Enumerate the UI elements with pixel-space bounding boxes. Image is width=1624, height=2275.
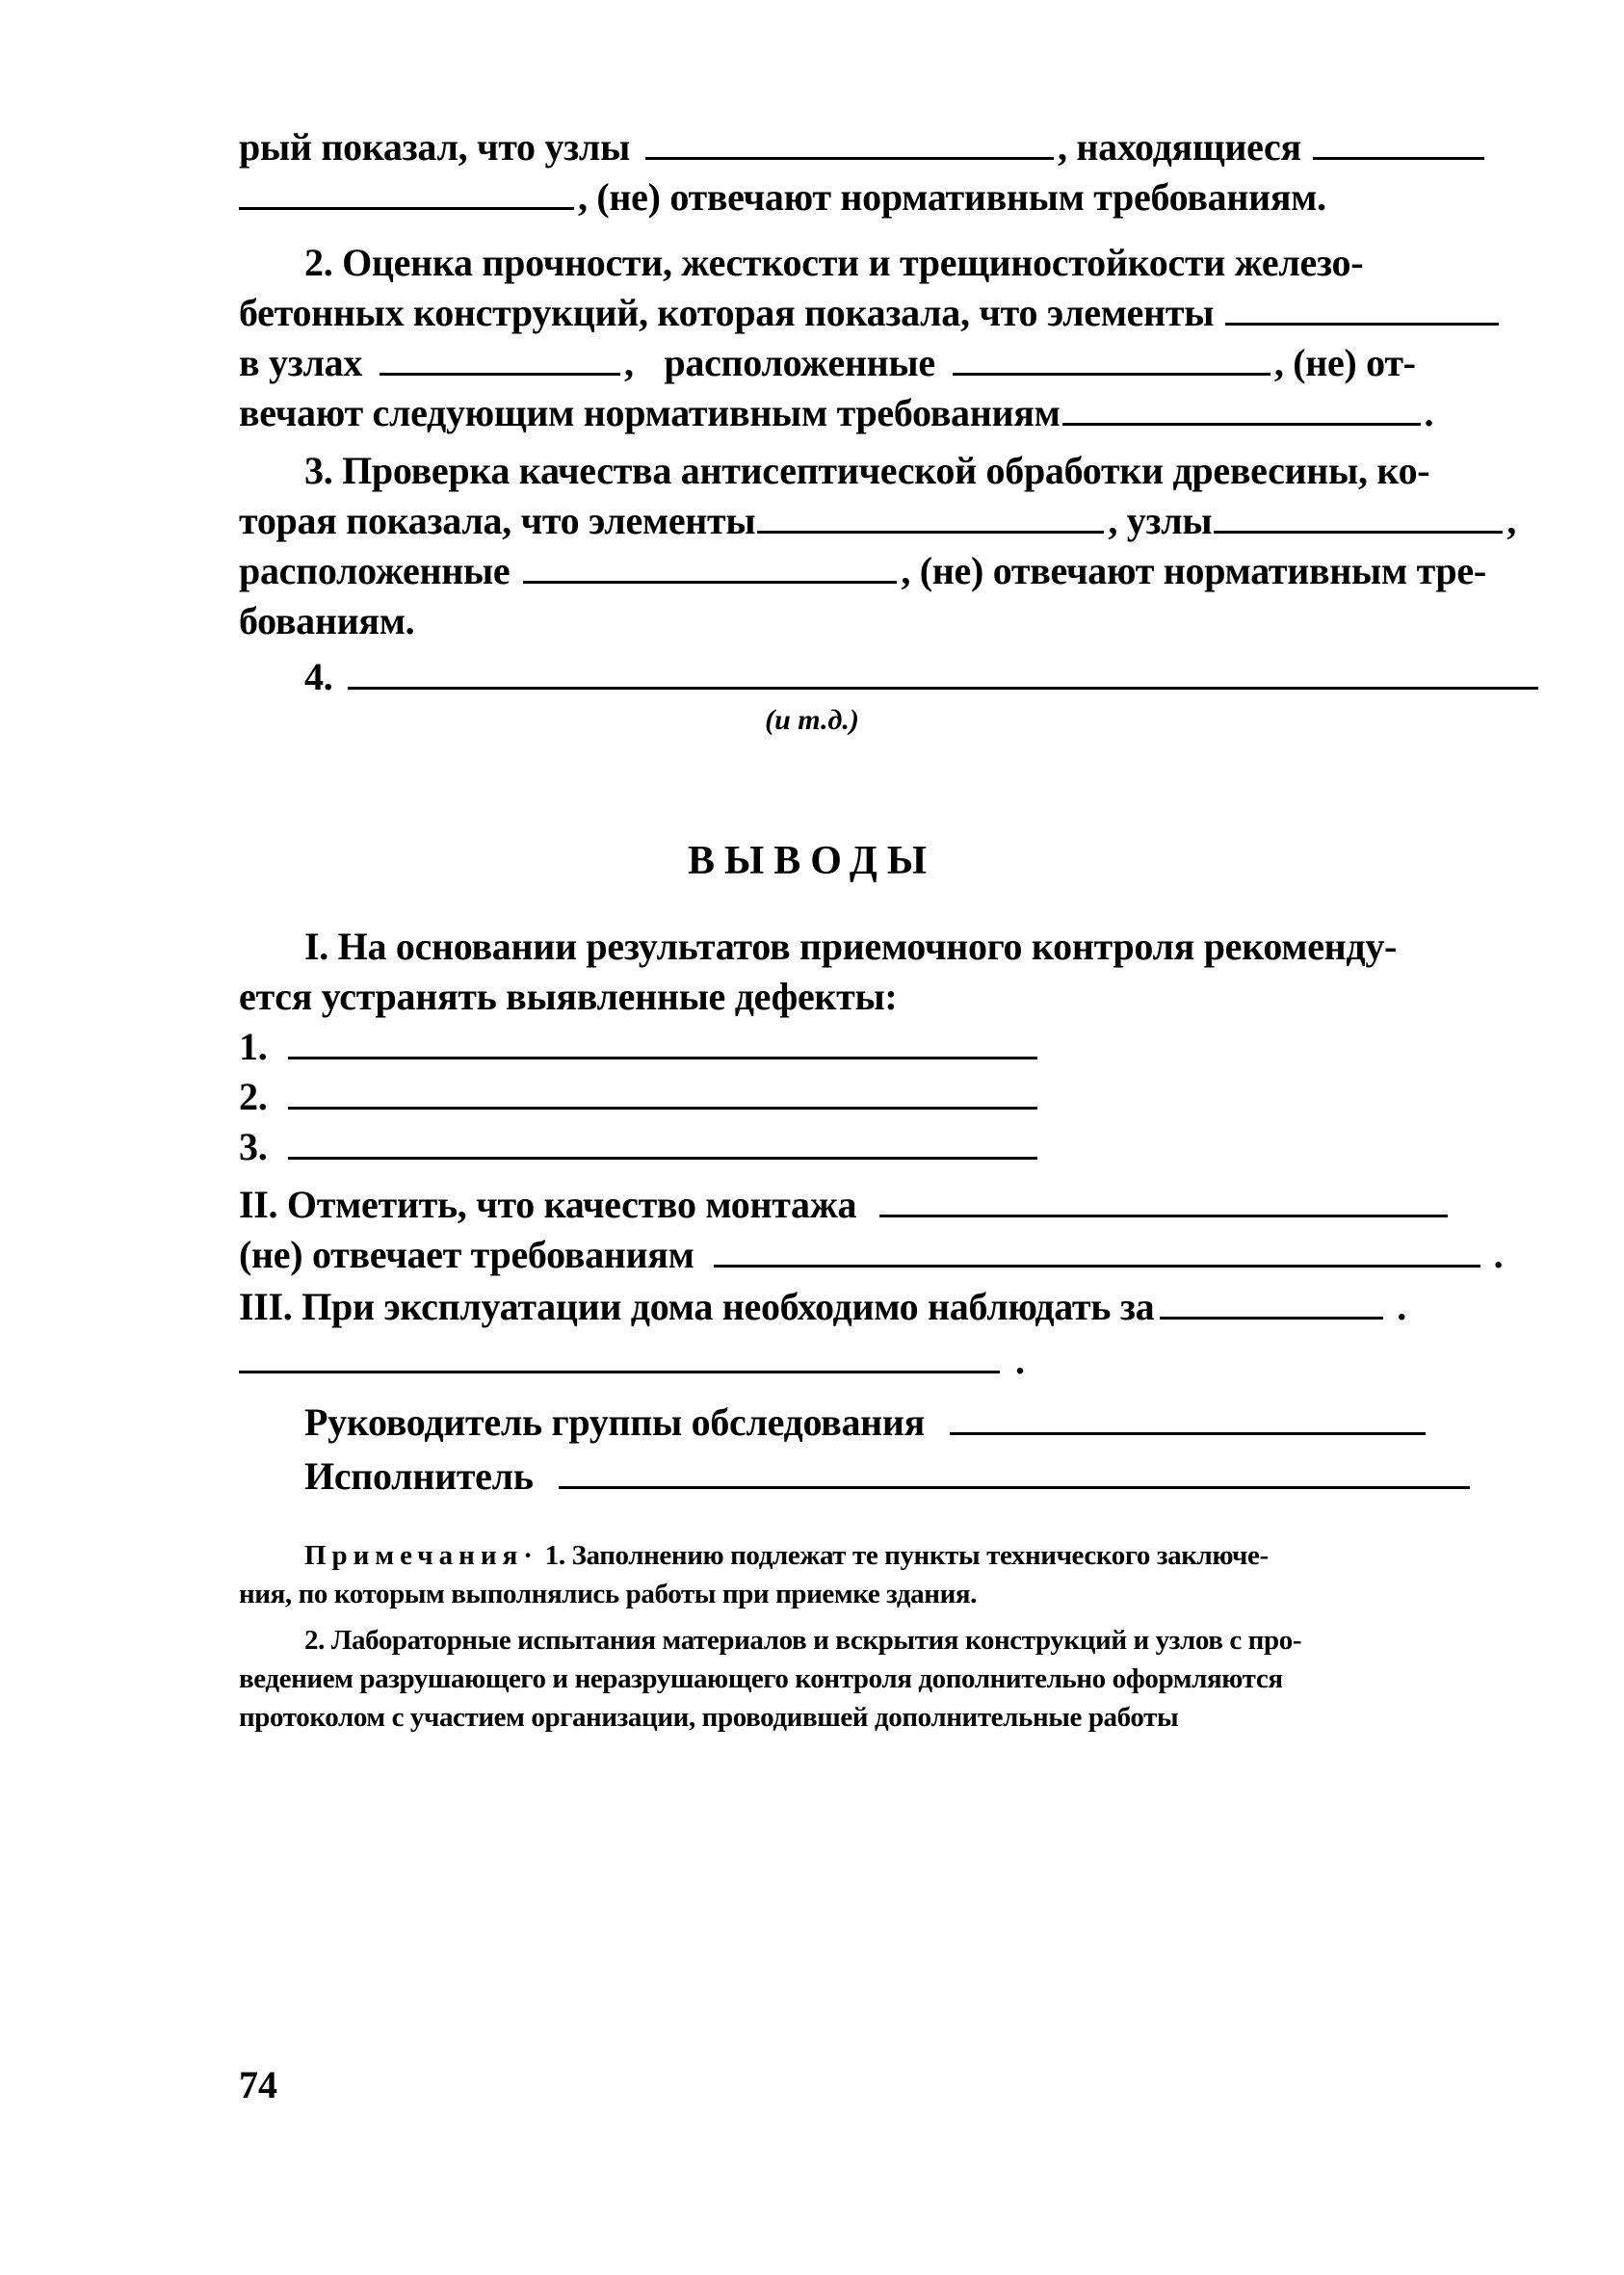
blank-field <box>1214 502 1503 534</box>
section2-line1 <box>304 237 1570 289</box>
section3-line1 <box>304 445 1570 497</box>
text: . <box>1015 1339 1025 1382</box>
section1-line1 <box>239 121 1570 173</box>
conclusion-i-line1 <box>304 921 1570 973</box>
text: бетонных конструкций, которая показала, что элементы <box>239 291 1215 334</box>
text: 2. Лабораторные испытания материалов и вскрытия конструкций и узлов с про- <box>304 1625 1302 1656</box>
section3-line3 <box>239 545 1570 597</box>
text: , узлы <box>1108 499 1213 542</box>
text: I. На основании результатов приемочного контроля рекоменду- <box>304 925 1398 968</box>
notes-label <box>304 1537 1269 1574</box>
text: (не) отвечает требованиям <box>239 1233 694 1276</box>
text: ется устранять выявленные дефекты: <box>239 975 898 1018</box>
conclusion-ii-line1 <box>239 1179 1570 1231</box>
text: вечают следующим нормативным требованиям <box>239 391 1061 434</box>
text: . <box>1424 391 1434 434</box>
notes-label-text: Примечания· <box>304 1540 538 1571</box>
defect-item-3 <box>239 1121 1570 1173</box>
blank-field <box>645 128 1054 160</box>
blank-field <box>380 344 620 376</box>
text: бованиям. <box>239 599 415 642</box>
blank-field <box>879 1186 1448 1217</box>
blank-field <box>288 1128 1037 1160</box>
blank-field <box>288 1028 1037 1059</box>
text: III. При эксплуатации дома необходимо наблюдать за <box>239 1285 1155 1328</box>
text: торая показала, что элементы <box>239 499 756 542</box>
blank-field <box>950 1403 1426 1435</box>
text: 3. <box>239 1125 268 1168</box>
blank-field <box>523 552 897 584</box>
note-1-line2 <box>239 1576 1570 1612</box>
text: , расположенные <box>624 341 935 384</box>
text: . <box>1397 1285 1406 1328</box>
text: , <box>1506 499 1516 542</box>
text: 1. Заполнению подлежат те пункты технического заключе- <box>544 1540 1269 1571</box>
text: 4. <box>304 655 333 698</box>
blank-field <box>1225 294 1499 326</box>
note-2-line2 <box>239 1660 1570 1697</box>
section3-line4 <box>239 595 1570 647</box>
text: 2. <box>239 1075 268 1118</box>
text: расположенные <box>239 549 511 592</box>
etc-caption: (и т.д.) <box>765 704 859 736</box>
text: 2. Оценка прочности, жесткости и трещиностойкости железо- <box>304 241 1364 284</box>
text: рый показал, что узлы <box>239 125 631 169</box>
blank-field <box>288 1078 1037 1110</box>
page-number: 74 <box>239 2063 277 2106</box>
text: протоколом с участием организации, проводившей дополнительные работы <box>239 1702 1179 1733</box>
conclusion-ii-line2 <box>239 1229 1570 1281</box>
note-2-line3 <box>239 1699 1570 1736</box>
blank-field <box>559 1457 1470 1489</box>
blank-field <box>348 658 1538 690</box>
text: , (не) отвечают нормативным тре- <box>901 549 1486 592</box>
text: , находящиеся <box>1058 125 1301 169</box>
signature-head <box>304 1397 1570 1449</box>
section2-line2 <box>239 287 1570 339</box>
conclusion-iii-line1 <box>239 1281 1570 1333</box>
section4-line <box>304 651 1570 703</box>
blank-field <box>239 178 574 210</box>
text: , (не) от- <box>1273 341 1416 384</box>
note-1-line1 <box>304 1537 1570 1574</box>
section2-line3 <box>239 337 1570 389</box>
signature-executor <box>304 1451 1570 1503</box>
conclusion-i-line2 <box>239 971 1570 1023</box>
blank-field <box>1313 128 1484 160</box>
text: ния, по которым выполнялись работы при приемке здания. <box>239 1579 978 1609</box>
text: , (не) отвечают нормативным требованиям. <box>578 175 1326 219</box>
blank-field <box>757 502 1104 534</box>
text: в узлах <box>239 341 363 384</box>
text: . <box>1493 1233 1504 1276</box>
text: 3. Проверка качества антисептической обработки древесины, ко- <box>304 449 1430 492</box>
text: 1. <box>239 1025 268 1068</box>
blank-field <box>1062 394 1421 426</box>
text: II. Отметить, что качество монтажа <box>239 1183 857 1226</box>
conclusion-iii-line2 <box>239 1335 1570 1387</box>
section3-line2 <box>239 495 1570 547</box>
section1-line2 <box>239 171 1570 223</box>
blank-field <box>239 1342 1000 1373</box>
text: Исполнитель <box>304 1454 534 1498</box>
defect-item-1 <box>239 1021 1570 1073</box>
section2-line4 <box>239 387 1570 439</box>
text: Руководитель группы обследования <box>304 1400 926 1444</box>
text: ведением разрушающего и неразрушающего контроля дополнительно оформляются <box>239 1663 1283 1694</box>
conclusions-heading: ВЫВОДЫ <box>688 839 936 883</box>
blank-field <box>1160 1288 1383 1320</box>
note-2-line1 <box>304 1622 1570 1659</box>
blank-field <box>714 1236 1480 1268</box>
defect-item-2 <box>239 1071 1570 1123</box>
blank-field <box>953 344 1270 376</box>
